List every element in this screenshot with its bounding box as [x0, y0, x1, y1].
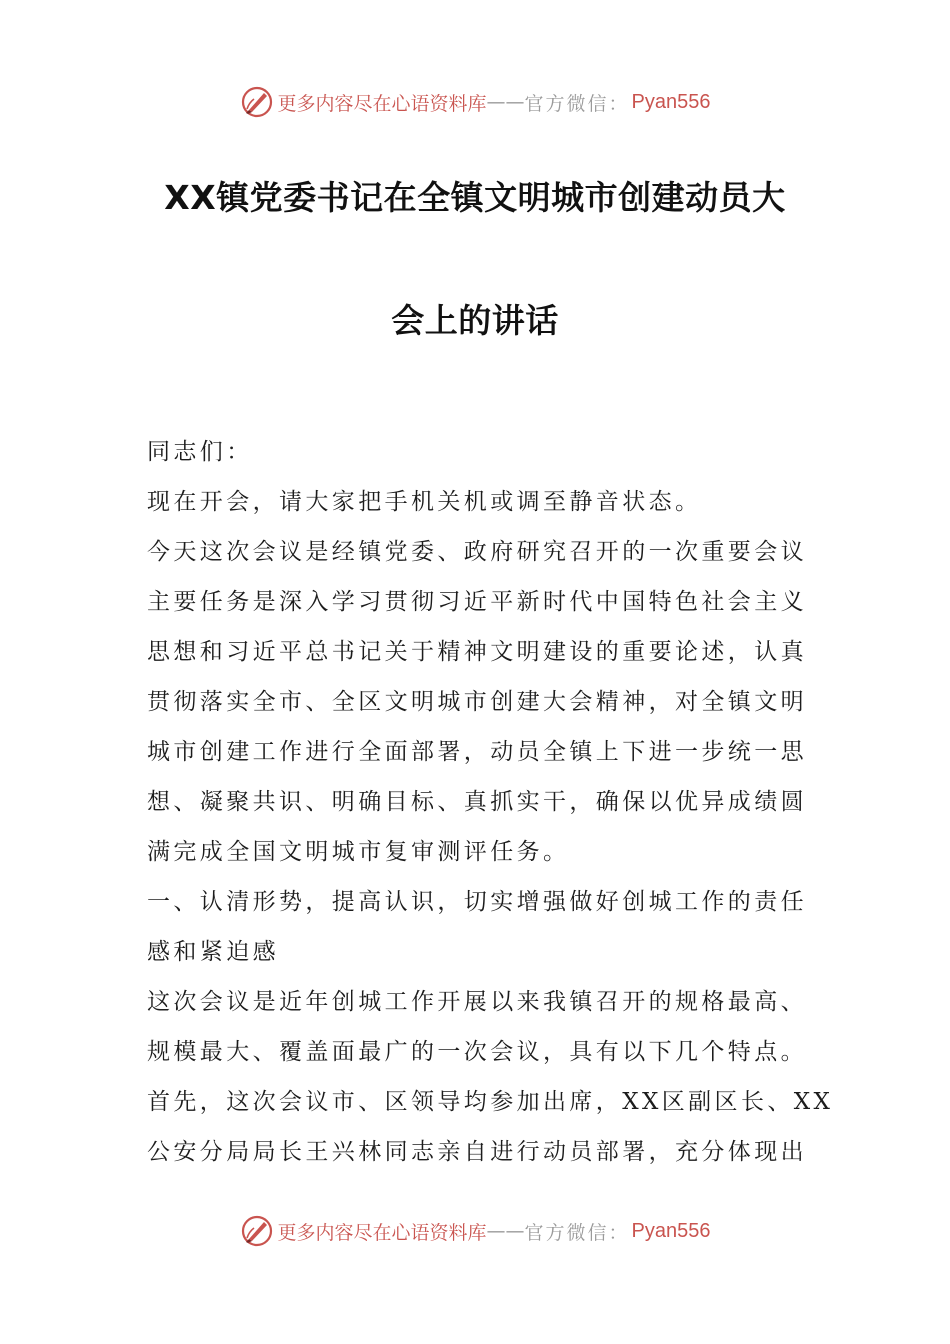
body-line: 贯彻落实全市、全区文明城市创建大会精神，对全镇文明	[147, 689, 807, 715]
section-heading-line: 感和紧迫感	[147, 939, 279, 965]
banner-handle: Pyan556	[631, 90, 711, 113]
body-line: 今天这次会议是经镇党委、政府研究召开的一次重要会议	[147, 539, 807, 565]
body-line: 公安分局局长王兴林同志亲自进行动员部署，充分体现出	[147, 1139, 807, 1165]
document-body	[147, 427, 834, 1177]
body-line: 同志们：	[147, 439, 253, 465]
body-line: 首先，这次会议市、区领导均参加出席，XX区副区长、XX	[147, 1089, 834, 1115]
document-title-line-1: XX镇党委书记在全镇文明城市创建动员大	[164, 178, 786, 217]
body-line: 城市创建工作进行全面部署，动员全镇上下进一步统一思	[147, 739, 807, 765]
footer-watermark-banner	[0, 1211, 950, 1251]
body-line: 现在开会，请大家把手机关机或调至静音状态。	[147, 489, 702, 515]
body-line: 想、凝聚共识、明确目标、真抓实干，确保以优异成绩圆	[147, 789, 807, 815]
banner-label: 官方微信：	[524, 1221, 630, 1244]
body-line: 这次会议是近年创城工作开展以来我镇召开的规格最高、	[147, 989, 807, 1015]
banner-handle: Pyan556	[631, 1219, 711, 1242]
body-line: 思想和习近平总书记关于精神文明建设的重要论述，认真	[147, 639, 807, 665]
banner-text: 更多内容尽在心语资料库	[277, 1221, 487, 1244]
section-heading-line: 一、认清形势，提高认识，切实增强做好创城工作的责任	[147, 889, 807, 915]
banner-dash: ——	[486, 1220, 525, 1242]
banner-text: 更多内容尽在心语资料库	[277, 92, 487, 115]
banner-dash: ——	[486, 91, 525, 113]
quill-pen-logo-icon	[240, 85, 274, 119]
banner-label: 官方微信：	[524, 92, 630, 115]
body-line: 满完成全国文明城市复审测评任务。	[147, 839, 570, 865]
body-line: 规模最大、覆盖面最广的一次会议，具有以下几个特点。	[147, 1039, 807, 1065]
header-watermark-banner	[0, 82, 950, 122]
quill-pen-logo-icon	[240, 1214, 274, 1248]
body-line: 主要任务是深入学习贯彻习近平新时代中国特色社会主义	[147, 589, 807, 615]
document-title-line-2: 会上的讲话	[391, 301, 559, 340]
